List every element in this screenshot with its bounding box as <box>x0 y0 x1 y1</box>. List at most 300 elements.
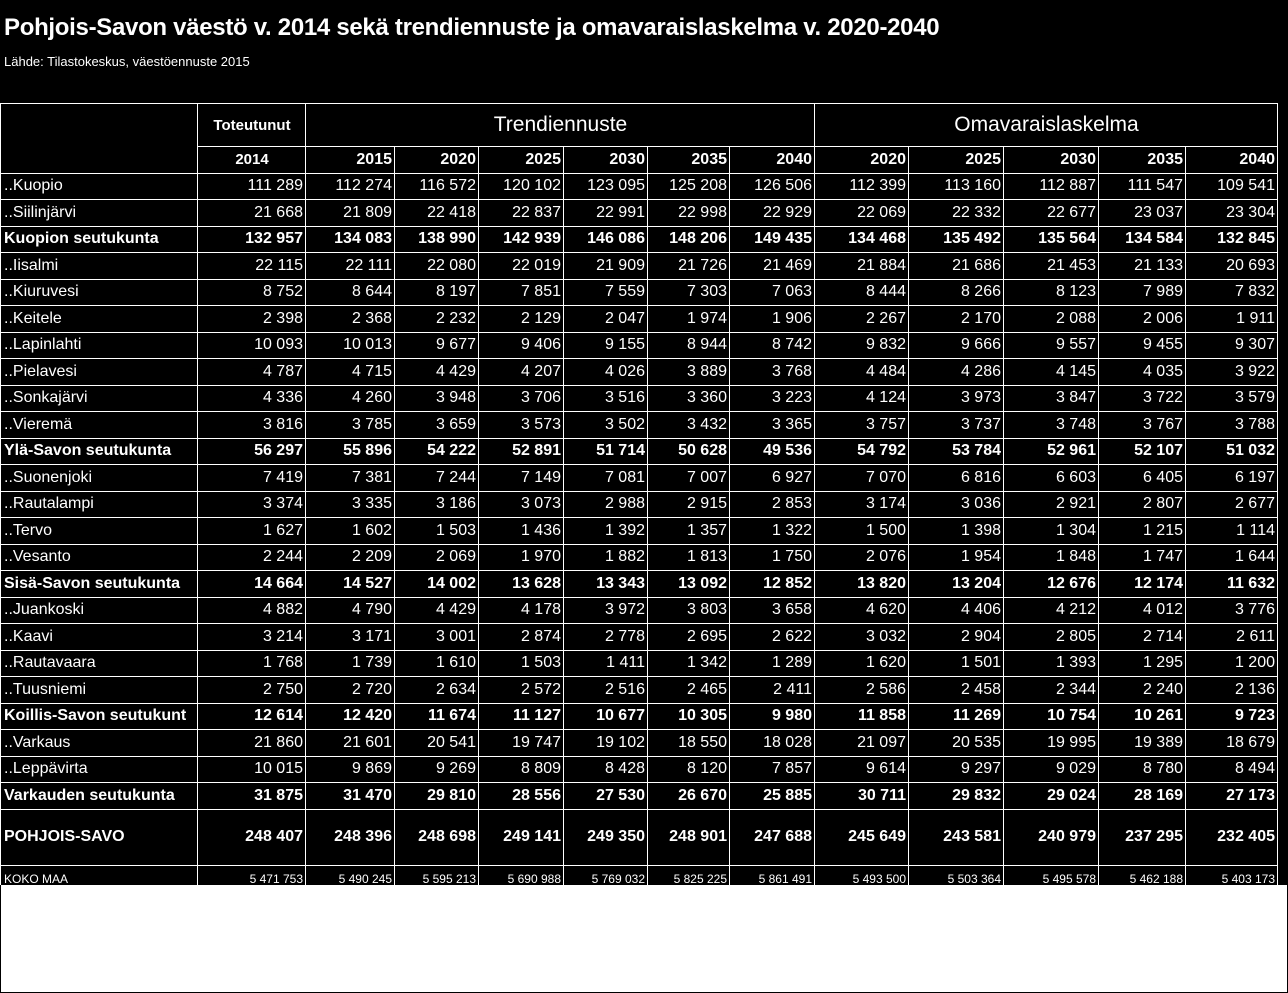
value-cell: 3 502 <box>564 412 648 439</box>
value-cell: 23 037 <box>1099 200 1186 227</box>
row-label: POHJOIS-SAVO <box>1 809 198 865</box>
value-cell: 1 610 <box>395 650 479 677</box>
value-cell: 1 289 <box>730 650 815 677</box>
value-cell: 3 223 <box>730 385 815 412</box>
value-cell: 1 200 <box>1186 650 1278 677</box>
value-cell: 9 723 <box>1186 703 1278 730</box>
value-cell: 109 541 <box>1186 173 1278 200</box>
value-cell: 5 493 500 <box>815 865 909 892</box>
value-cell: 12 852 <box>730 571 815 598</box>
table-row <box>1 359 1278 386</box>
value-cell: 8 197 <box>395 279 479 306</box>
row-label: ..Rautavaara <box>1 650 198 677</box>
table-row <box>1 544 1278 571</box>
value-cell: 142 939 <box>479 226 564 253</box>
row-label: ..Kuopio <box>1 173 198 200</box>
value-cell: 3 374 <box>198 491 306 518</box>
value-cell: 2 853 <box>730 491 815 518</box>
value-cell: 11 674 <box>395 703 479 730</box>
value-cell: 2 677 <box>1186 491 1278 518</box>
value-cell: 7 381 <box>306 465 395 492</box>
row-label: ..Tervo <box>1 518 198 545</box>
value-cell: 9 666 <box>909 332 1004 359</box>
value-cell: 8 123 <box>1004 279 1099 306</box>
value-cell: 7 832 <box>1186 279 1278 306</box>
value-cell: 7 007 <box>648 465 730 492</box>
value-cell: 135 564 <box>1004 226 1099 253</box>
row-label: ..Rautalampi <box>1 491 198 518</box>
value-cell: 14 002 <box>395 571 479 598</box>
value-cell: 1 882 <box>564 544 648 571</box>
value-cell: 4 882 <box>198 597 306 624</box>
value-cell: 4 212 <box>1004 597 1099 624</box>
value-cell: 19 102 <box>564 730 648 757</box>
value-cell: 22 111 <box>306 253 395 280</box>
value-cell: 21 686 <box>909 253 1004 280</box>
value-cell: 21 909 <box>564 253 648 280</box>
value-cell: 3 785 <box>306 412 395 439</box>
value-cell: 22 069 <box>815 200 909 227</box>
value-cell: 31 470 <box>306 783 395 810</box>
table-row <box>1 306 1278 333</box>
value-cell: 148 206 <box>648 226 730 253</box>
value-cell: 3 360 <box>648 385 730 412</box>
value-cell: 1 215 <box>1099 518 1186 545</box>
value-cell: 1 750 <box>730 544 815 571</box>
value-cell: 3 032 <box>815 624 909 651</box>
value-cell: 7 851 <box>479 279 564 306</box>
value-cell: 1 911 <box>1186 306 1278 333</box>
value-cell: 6 816 <box>909 465 1004 492</box>
value-cell: 52 107 <box>1099 438 1186 465</box>
value-cell: 134 083 <box>306 226 395 253</box>
value-cell: 4 620 <box>815 597 909 624</box>
value-cell: 248 901 <box>648 809 730 865</box>
table-row <box>1 465 1278 492</box>
value-cell: 22 991 <box>564 200 648 227</box>
value-cell: 18 679 <box>1186 730 1278 757</box>
value-cell: 5 690 988 <box>479 865 564 892</box>
value-cell: 240 979 <box>1004 809 1099 865</box>
table-row <box>1 730 1278 757</box>
value-cell: 1 500 <box>815 518 909 545</box>
source-note: Lähde: Tilastokeskus, väestöennuste 2015 <box>4 54 250 69</box>
value-cell: 1 357 <box>648 518 730 545</box>
value-cell: 6 405 <box>1099 465 1186 492</box>
value-cell: 4 286 <box>909 359 1004 386</box>
row-label: Kuopion seutukunta <box>1 226 198 253</box>
value-cell: 243 581 <box>909 809 1004 865</box>
value-cell: 7 419 <box>198 465 306 492</box>
value-cell: 13 343 <box>564 571 648 598</box>
value-cell: 2 244 <box>198 544 306 571</box>
header-trend-year-2015: 2015 <box>306 147 395 174</box>
value-cell: 56 297 <box>198 438 306 465</box>
row-label: ..Vesanto <box>1 544 198 571</box>
header-omav-year-2025: 2025 <box>909 147 1004 174</box>
value-cell: 7 081 <box>564 465 648 492</box>
value-cell: 1 954 <box>909 544 1004 571</box>
row-label: ..Sonkajärvi <box>1 385 198 412</box>
value-cell: 19 995 <box>1004 730 1099 757</box>
value-cell: 21 469 <box>730 253 815 280</box>
value-cell: 249 141 <box>479 809 564 865</box>
value-cell: 13 820 <box>815 571 909 598</box>
value-cell: 3 186 <box>395 491 479 518</box>
table-row <box>1 624 1278 651</box>
value-cell: 22 677 <box>1004 200 1099 227</box>
table-row <box>1 253 1278 280</box>
value-cell: 4 145 <box>1004 359 1099 386</box>
value-cell: 2 988 <box>564 491 648 518</box>
value-cell: 11 127 <box>479 703 564 730</box>
value-cell: 2 778 <box>564 624 648 651</box>
value-cell: 120 102 <box>479 173 564 200</box>
value-cell: 111 289 <box>198 173 306 200</box>
table-row <box>1 677 1278 704</box>
value-cell: 52 891 <box>479 438 564 465</box>
value-cell: 29 832 <box>909 783 1004 810</box>
value-cell: 13 092 <box>648 571 730 598</box>
value-cell: 3 073 <box>479 491 564 518</box>
value-cell: 8 944 <box>648 332 730 359</box>
value-cell: 8 266 <box>909 279 1004 306</box>
value-cell: 1 398 <box>909 518 1004 545</box>
value-cell: 6 927 <box>730 465 815 492</box>
value-cell: 4 790 <box>306 597 395 624</box>
value-cell: 29 024 <box>1004 783 1099 810</box>
value-cell: 8 428 <box>564 756 648 783</box>
value-cell: 22 080 <box>395 253 479 280</box>
table-row <box>1 597 1278 624</box>
value-cell: 149 435 <box>730 226 815 253</box>
value-cell: 8 809 <box>479 756 564 783</box>
value-cell: 3 214 <box>198 624 306 651</box>
value-cell: 6 603 <box>1004 465 1099 492</box>
value-cell: 3 722 <box>1099 385 1186 412</box>
value-cell: 125 208 <box>648 173 730 200</box>
value-cell: 247 688 <box>730 809 815 865</box>
value-cell: 28 169 <box>1099 783 1186 810</box>
value-cell: 22 332 <box>909 200 1004 227</box>
row-label: ..Lapinlahti <box>1 332 198 359</box>
value-cell: 13 628 <box>479 571 564 598</box>
value-cell: 22 418 <box>395 200 479 227</box>
empty-sheet-area <box>0 885 1288 993</box>
table-row <box>1 385 1278 412</box>
value-cell: 1 411 <box>564 650 648 677</box>
value-cell: 5 471 753 <box>198 865 306 892</box>
value-cell: 12 174 <box>1099 571 1186 598</box>
value-cell: 7 244 <box>395 465 479 492</box>
row-label: ..Keitele <box>1 306 198 333</box>
table-row <box>1 703 1278 730</box>
value-cell: 2 750 <box>198 677 306 704</box>
value-cell: 2 807 <box>1099 491 1186 518</box>
value-cell: 9 297 <box>909 756 1004 783</box>
value-cell: 3 573 <box>479 412 564 439</box>
value-cell: 2 411 <box>730 677 815 704</box>
header-omav-year-2020: 2020 <box>815 147 909 174</box>
header-year-2014: 2014 <box>198 147 306 174</box>
value-cell: 3 579 <box>1186 385 1278 412</box>
value-cell: 1 974 <box>648 306 730 333</box>
value-cell: 1 848 <box>1004 544 1099 571</box>
value-cell: 3 776 <box>1186 597 1278 624</box>
value-cell: 7 857 <box>730 756 815 783</box>
table-row <box>1 279 1278 306</box>
value-cell: 22 019 <box>479 253 564 280</box>
value-cell: 49 536 <box>730 438 815 465</box>
value-cell: 3 788 <box>1186 412 1278 439</box>
value-cell: 1 342 <box>648 650 730 677</box>
value-cell: 3 706 <box>479 385 564 412</box>
value-cell: 1 503 <box>479 650 564 677</box>
value-cell: 4 035 <box>1099 359 1186 386</box>
value-cell: 10 093 <box>198 332 306 359</box>
value-cell: 10 305 <box>648 703 730 730</box>
value-cell: 5 825 225 <box>648 865 730 892</box>
value-cell: 1 970 <box>479 544 564 571</box>
row-label: ..Vieremä <box>1 412 198 439</box>
value-cell: 3 365 <box>730 412 815 439</box>
value-cell: 9 677 <box>395 332 479 359</box>
value-cell: 3 922 <box>1186 359 1278 386</box>
value-cell: 29 810 <box>395 783 479 810</box>
value-cell: 2 465 <box>648 677 730 704</box>
value-cell: 9 614 <box>815 756 909 783</box>
value-cell: 5 503 364 <box>909 865 1004 892</box>
value-cell: 18 028 <box>730 730 815 757</box>
value-cell: 3 174 <box>815 491 909 518</box>
value-cell: 9 029 <box>1004 756 1099 783</box>
row-label: ..Tuusniemi <box>1 677 198 704</box>
value-cell: 2 232 <box>395 306 479 333</box>
value-cell: 11 858 <box>815 703 909 730</box>
value-cell: 3 973 <box>909 385 1004 412</box>
value-cell: 6 197 <box>1186 465 1278 492</box>
value-cell: 7 149 <box>479 465 564 492</box>
value-cell: 18 550 <box>648 730 730 757</box>
value-cell: 2 240 <box>1099 677 1186 704</box>
header-trendiennuste: Trendiennuste <box>306 104 815 147</box>
value-cell: 10 013 <box>306 332 395 359</box>
value-cell: 9 832 <box>815 332 909 359</box>
value-cell: 21 453 <box>1004 253 1099 280</box>
header-omav-year-2035: 2035 <box>1099 147 1186 174</box>
value-cell: 123 095 <box>564 173 648 200</box>
value-cell: 10 754 <box>1004 703 1099 730</box>
table-row <box>1 438 1278 465</box>
value-cell: 8 752 <box>198 279 306 306</box>
value-cell: 31 875 <box>198 783 306 810</box>
value-cell: 8 644 <box>306 279 395 306</box>
row-label: Sisä-Savon seutukunta <box>1 571 198 598</box>
header-omavaraislaskelma: Omavaraislaskelma <box>815 104 1278 147</box>
value-cell: 1 393 <box>1004 650 1099 677</box>
value-cell: 26 670 <box>648 783 730 810</box>
value-cell: 2 129 <box>479 306 564 333</box>
value-cell: 53 784 <box>909 438 1004 465</box>
value-cell: 12 420 <box>306 703 395 730</box>
value-cell: 134 468 <box>815 226 909 253</box>
value-cell: 245 649 <box>815 809 909 865</box>
table-row <box>1 809 1278 865</box>
row-label: ..Suonenjoki <box>1 465 198 492</box>
row-label: Ylä-Savon seutukunta <box>1 438 198 465</box>
value-cell: 1 620 <box>815 650 909 677</box>
value-cell: 2 267 <box>815 306 909 333</box>
value-cell: 9 307 <box>1186 332 1278 359</box>
value-cell: 2 622 <box>730 624 815 651</box>
value-cell: 54 222 <box>395 438 479 465</box>
value-cell: 1 739 <box>306 650 395 677</box>
value-cell: 4 012 <box>1099 597 1186 624</box>
value-cell: 5 769 032 <box>564 865 648 892</box>
value-cell: 3 036 <box>909 491 1004 518</box>
value-cell: 1 813 <box>648 544 730 571</box>
value-cell: 1 295 <box>1099 650 1186 677</box>
value-cell: 3 816 <box>198 412 306 439</box>
value-cell: 1 392 <box>564 518 648 545</box>
value-cell: 1 503 <box>395 518 479 545</box>
table-row <box>1 332 1278 359</box>
value-cell: 1 114 <box>1186 518 1278 545</box>
value-cell: 2 904 <box>909 624 1004 651</box>
value-cell: 9 269 <box>395 756 479 783</box>
value-cell: 12 614 <box>198 703 306 730</box>
table-body <box>1 173 1278 892</box>
table-row <box>1 226 1278 253</box>
table-row <box>1 491 1278 518</box>
value-cell: 5 595 213 <box>395 865 479 892</box>
value-cell: 112 399 <box>815 173 909 200</box>
value-cell: 112 887 <box>1004 173 1099 200</box>
value-cell: 7 063 <box>730 279 815 306</box>
value-cell: 1 322 <box>730 518 815 545</box>
value-cell: 2 088 <box>1004 306 1099 333</box>
value-cell: 22 837 <box>479 200 564 227</box>
value-cell: 8 494 <box>1186 756 1278 783</box>
row-label: Koillis-Savon seutukunt <box>1 703 198 730</box>
value-cell: 112 274 <box>306 173 395 200</box>
value-cell: 27 530 <box>564 783 648 810</box>
header-toteutunut: Toteutunut <box>198 104 306 147</box>
row-label: ..Pielavesi <box>1 359 198 386</box>
row-label: ..Varkaus <box>1 730 198 757</box>
value-cell: 113 160 <box>909 173 1004 200</box>
value-cell: 111 547 <box>1099 173 1186 200</box>
value-cell: 20 541 <box>395 730 479 757</box>
value-cell: 21 601 <box>306 730 395 757</box>
value-cell: 4 260 <box>306 385 395 412</box>
value-cell: 4 178 <box>479 597 564 624</box>
value-cell: 248 407 <box>198 809 306 865</box>
value-cell: 7 303 <box>648 279 730 306</box>
value-cell: 3 432 <box>648 412 730 439</box>
value-cell: 134 584 <box>1099 226 1186 253</box>
value-cell: 7 559 <box>564 279 648 306</box>
value-cell: 2 076 <box>815 544 909 571</box>
value-cell: 138 990 <box>395 226 479 253</box>
value-cell: 2 209 <box>306 544 395 571</box>
value-cell: 3 767 <box>1099 412 1186 439</box>
value-cell: 3 748 <box>1004 412 1099 439</box>
value-cell: 55 896 <box>306 438 395 465</box>
value-cell: 9 980 <box>730 703 815 730</box>
value-cell: 4 715 <box>306 359 395 386</box>
value-cell: 2 874 <box>479 624 564 651</box>
value-cell: 2 047 <box>564 306 648 333</box>
value-cell: 3 889 <box>648 359 730 386</box>
header-trend-year-2020: 2020 <box>395 147 479 174</box>
value-cell: 9 557 <box>1004 332 1099 359</box>
value-cell: 23 304 <box>1186 200 1278 227</box>
value-cell: 30 711 <box>815 783 909 810</box>
value-cell: 28 556 <box>479 783 564 810</box>
value-cell: 7 070 <box>815 465 909 492</box>
row-label: Varkauden seutukunta <box>1 783 198 810</box>
value-cell: 7 989 <box>1099 279 1186 306</box>
row-label: ..Leppävirta <box>1 756 198 783</box>
value-cell: 51 032 <box>1186 438 1278 465</box>
value-cell: 3 847 <box>1004 385 1099 412</box>
value-cell: 21 809 <box>306 200 395 227</box>
value-cell: 5 490 245 <box>306 865 395 892</box>
value-cell: 8 120 <box>648 756 730 783</box>
value-cell: 22 115 <box>198 253 306 280</box>
value-cell: 4 124 <box>815 385 909 412</box>
value-cell: 1 602 <box>306 518 395 545</box>
value-cell: 4 484 <box>815 359 909 386</box>
value-cell: 3 803 <box>648 597 730 624</box>
value-cell: 14 664 <box>198 571 306 598</box>
header-omav-year-2040: 2040 <box>1186 147 1278 174</box>
row-label: ..Kiuruvesi <box>1 279 198 306</box>
value-cell: 4 429 <box>395 597 479 624</box>
value-cell: 11 269 <box>909 703 1004 730</box>
value-cell: 2 915 <box>648 491 730 518</box>
value-cell: 20 535 <box>909 730 1004 757</box>
value-cell: 4 406 <box>909 597 1004 624</box>
value-cell: 2 458 <box>909 677 1004 704</box>
value-cell: 51 714 <box>564 438 648 465</box>
value-cell: 54 792 <box>815 438 909 465</box>
value-cell: 10 015 <box>198 756 306 783</box>
value-cell: 2 805 <box>1004 624 1099 651</box>
value-cell: 2 344 <box>1004 677 1099 704</box>
value-cell: 2 714 <box>1099 624 1186 651</box>
value-cell: 4 429 <box>395 359 479 386</box>
value-cell: 13 204 <box>909 571 1004 598</box>
value-cell: 1 644 <box>1186 544 1278 571</box>
value-cell: 3 335 <box>306 491 395 518</box>
value-cell: 14 527 <box>306 571 395 598</box>
value-cell: 10 677 <box>564 703 648 730</box>
header-trend-year-2035: 2035 <box>648 147 730 174</box>
value-cell: 50 628 <box>648 438 730 465</box>
value-cell: 21 726 <box>648 253 730 280</box>
value-cell: 1 627 <box>198 518 306 545</box>
value-cell: 2 586 <box>815 677 909 704</box>
value-cell: 248 698 <box>395 809 479 865</box>
value-cell: 1 906 <box>730 306 815 333</box>
value-cell: 8 742 <box>730 332 815 359</box>
value-cell: 2 921 <box>1004 491 1099 518</box>
table-row <box>1 518 1278 545</box>
value-cell: 249 350 <box>564 809 648 865</box>
table-row <box>1 650 1278 677</box>
